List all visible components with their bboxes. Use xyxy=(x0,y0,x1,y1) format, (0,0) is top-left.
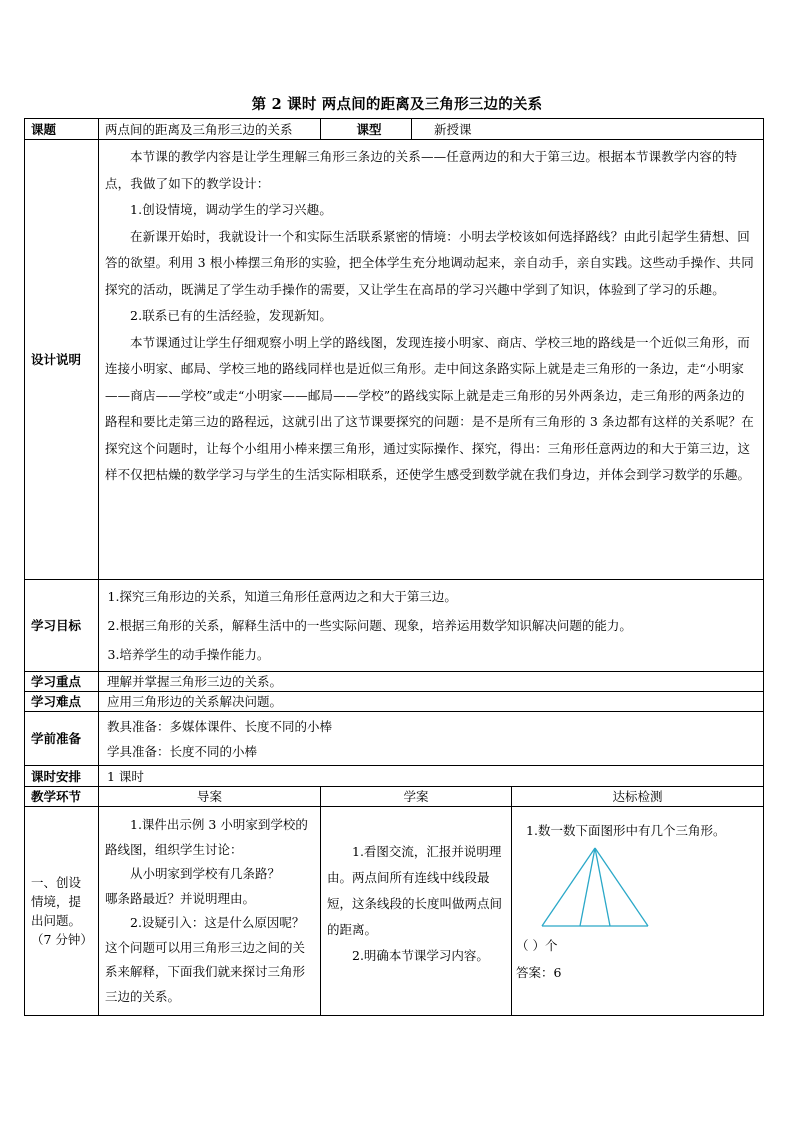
header-learn: 学案 xyxy=(321,787,512,807)
section-header-row xyxy=(25,787,764,807)
key-point-label: 学习重点 xyxy=(25,672,99,692)
header-guide: 导案 xyxy=(99,787,321,807)
lesson-plan-table xyxy=(24,118,764,1016)
design-row xyxy=(25,140,764,580)
guide-cell xyxy=(99,807,321,1016)
design-label: 设计说明 xyxy=(25,140,99,580)
teacher-prep: 教具准备：多媒体课件、长度不同的小棒 xyxy=(107,718,333,734)
stage-one-label xyxy=(25,807,99,1016)
triangle-figure xyxy=(540,846,650,928)
check-cell xyxy=(512,807,764,1016)
schedule-label: 课时安排 xyxy=(25,766,99,787)
page-title: 第 2 课时 两点间的距离及三角形三边的关系 xyxy=(251,96,543,113)
student-prep: 学具准备：长度不同的小棒 xyxy=(107,743,258,759)
key-point-value: 理解并掌握三角形三边的关系。 xyxy=(99,672,764,692)
objectives-row xyxy=(25,580,764,672)
objective-item: 2.根据三角形的关系，解释生活中的一些实际问题、现象，培养运用数学知识解决问题的能力。 xyxy=(107,618,632,633)
prep-row xyxy=(25,712,764,766)
topic-value: 两点间的距离及三角形三边的关系 xyxy=(99,119,321,140)
schedule-value: 1 课时 xyxy=(99,766,764,787)
objectives-content xyxy=(99,580,764,672)
check-question: 1.数一数下面图形中有几个三角形。 xyxy=(526,823,726,838)
guide-line: 2.设疑引入：这是什么原因呢？这个问题可以用三角形三边之间的关系来解释，下面我们就来探讨三角形三边的关系。 xyxy=(105,915,306,1004)
design-paragraph: 2.联系已有的生活经验，发现新知。 xyxy=(130,308,332,323)
objective-item: 3.培养学生的动手操作能力。 xyxy=(107,647,270,662)
design-paragraph: 本节课通过让学生仔细观察小明上学的路线图，发现连接小明家、商店、学校三地的路线是一个近似三角形，而连接小明家、邮局、学校三地的路线同样也是近似三角形。走中间这条路实际上就是走三角形的一条边，走“小明家——商店——学校”或走“小明家——邮局——学校”的路线实际上就是走三角形的另外两条边，走三角形的两条边的路程和要比走第三边的路程远，这就引出了这节课要探究的问题：是不是所有三角形的 3 条边都有这样的关系呢？在探究这个问题时，让每个小组用小棒来摆三角形，通过实际操作、探究，得出：三角形任意两边的和大于第三边，这样不仅把枯燥的数学学习与学生的生活实际相联系，还使学生感受到数学就在我们身边，并体会到学习数学的乐趣。 xyxy=(105,334,754,482)
topic-label: 课题 xyxy=(25,119,99,140)
difficulty-value: 应用三角形边的关系解决问题。 xyxy=(99,692,764,712)
learn-line: 1.看图交流，汇报并说明理由。两点间所有连线中线段最短，这条线段的长度叫做两点间的距离。 xyxy=(327,844,503,937)
objective-item: 1.探究三角形边的关系，知道三角形任意两边之和大于第三边。 xyxy=(107,589,457,604)
answer-blank: （ ）个 xyxy=(516,938,558,953)
topic-row xyxy=(25,119,764,140)
design-paragraph: 本节课的教学内容是让学生理解三角形三条边的关系——任意两边的和大于第三边。根据本节课教学内容的特点，我做了如下的教学设计： xyxy=(105,149,738,191)
stage-label-line: 出问题。 xyxy=(31,913,82,928)
stage-label-line: （7 分钟） xyxy=(31,932,93,947)
header-stage: 教学环节 xyxy=(25,787,99,807)
stage-one-row xyxy=(25,807,764,1016)
learn-cell xyxy=(321,807,512,1016)
header-check: 达标检测 xyxy=(512,787,764,807)
answer-text: 答案：6 xyxy=(516,965,562,980)
difficulty-label: 学习难点 xyxy=(25,692,99,712)
objectives-label: 学习目标 xyxy=(25,580,99,672)
key-point-row xyxy=(25,672,764,692)
stage-label-line: 一、创设 xyxy=(31,875,82,890)
design-paragraph: 1.创设情境，调动学生的学习兴趣。 xyxy=(130,202,332,217)
difficulty-row xyxy=(25,692,764,712)
type-value: 新授课 xyxy=(412,119,764,140)
schedule-row xyxy=(25,766,764,787)
guide-line: 哪条路最近？并说明理由。 xyxy=(105,890,256,906)
guide-line: 1.课件出示例 3 小明家到学校的路线图，组织学生讨论： xyxy=(105,817,308,857)
learn-line: 2.明确本节课学习内容。 xyxy=(352,948,489,963)
prep-content xyxy=(99,712,764,766)
design-content xyxy=(99,140,764,580)
design-paragraph: 在新课开始时，我就设计一个和实际生活联系紧密的情境：小明去学校该如何选择路线？由此引起学生猜想、回答的欲望。利用 3 根小棒摆三角形的实验，把全体学生充分地调动起来，亲自动手，亲自实践。这些动手操作、共同探究的活动，既满足了学生动手操作的需要，又让学生在高昂的学习兴趣中学到了知识，体验到了学习的乐趣。 xyxy=(105,228,754,297)
stage-label-line: 情境，提 xyxy=(31,894,82,909)
type-label: 课型 xyxy=(321,119,412,140)
prep-label: 学前准备 xyxy=(25,712,99,766)
guide-line: 从小明家到学校有几条路？ xyxy=(130,866,281,881)
